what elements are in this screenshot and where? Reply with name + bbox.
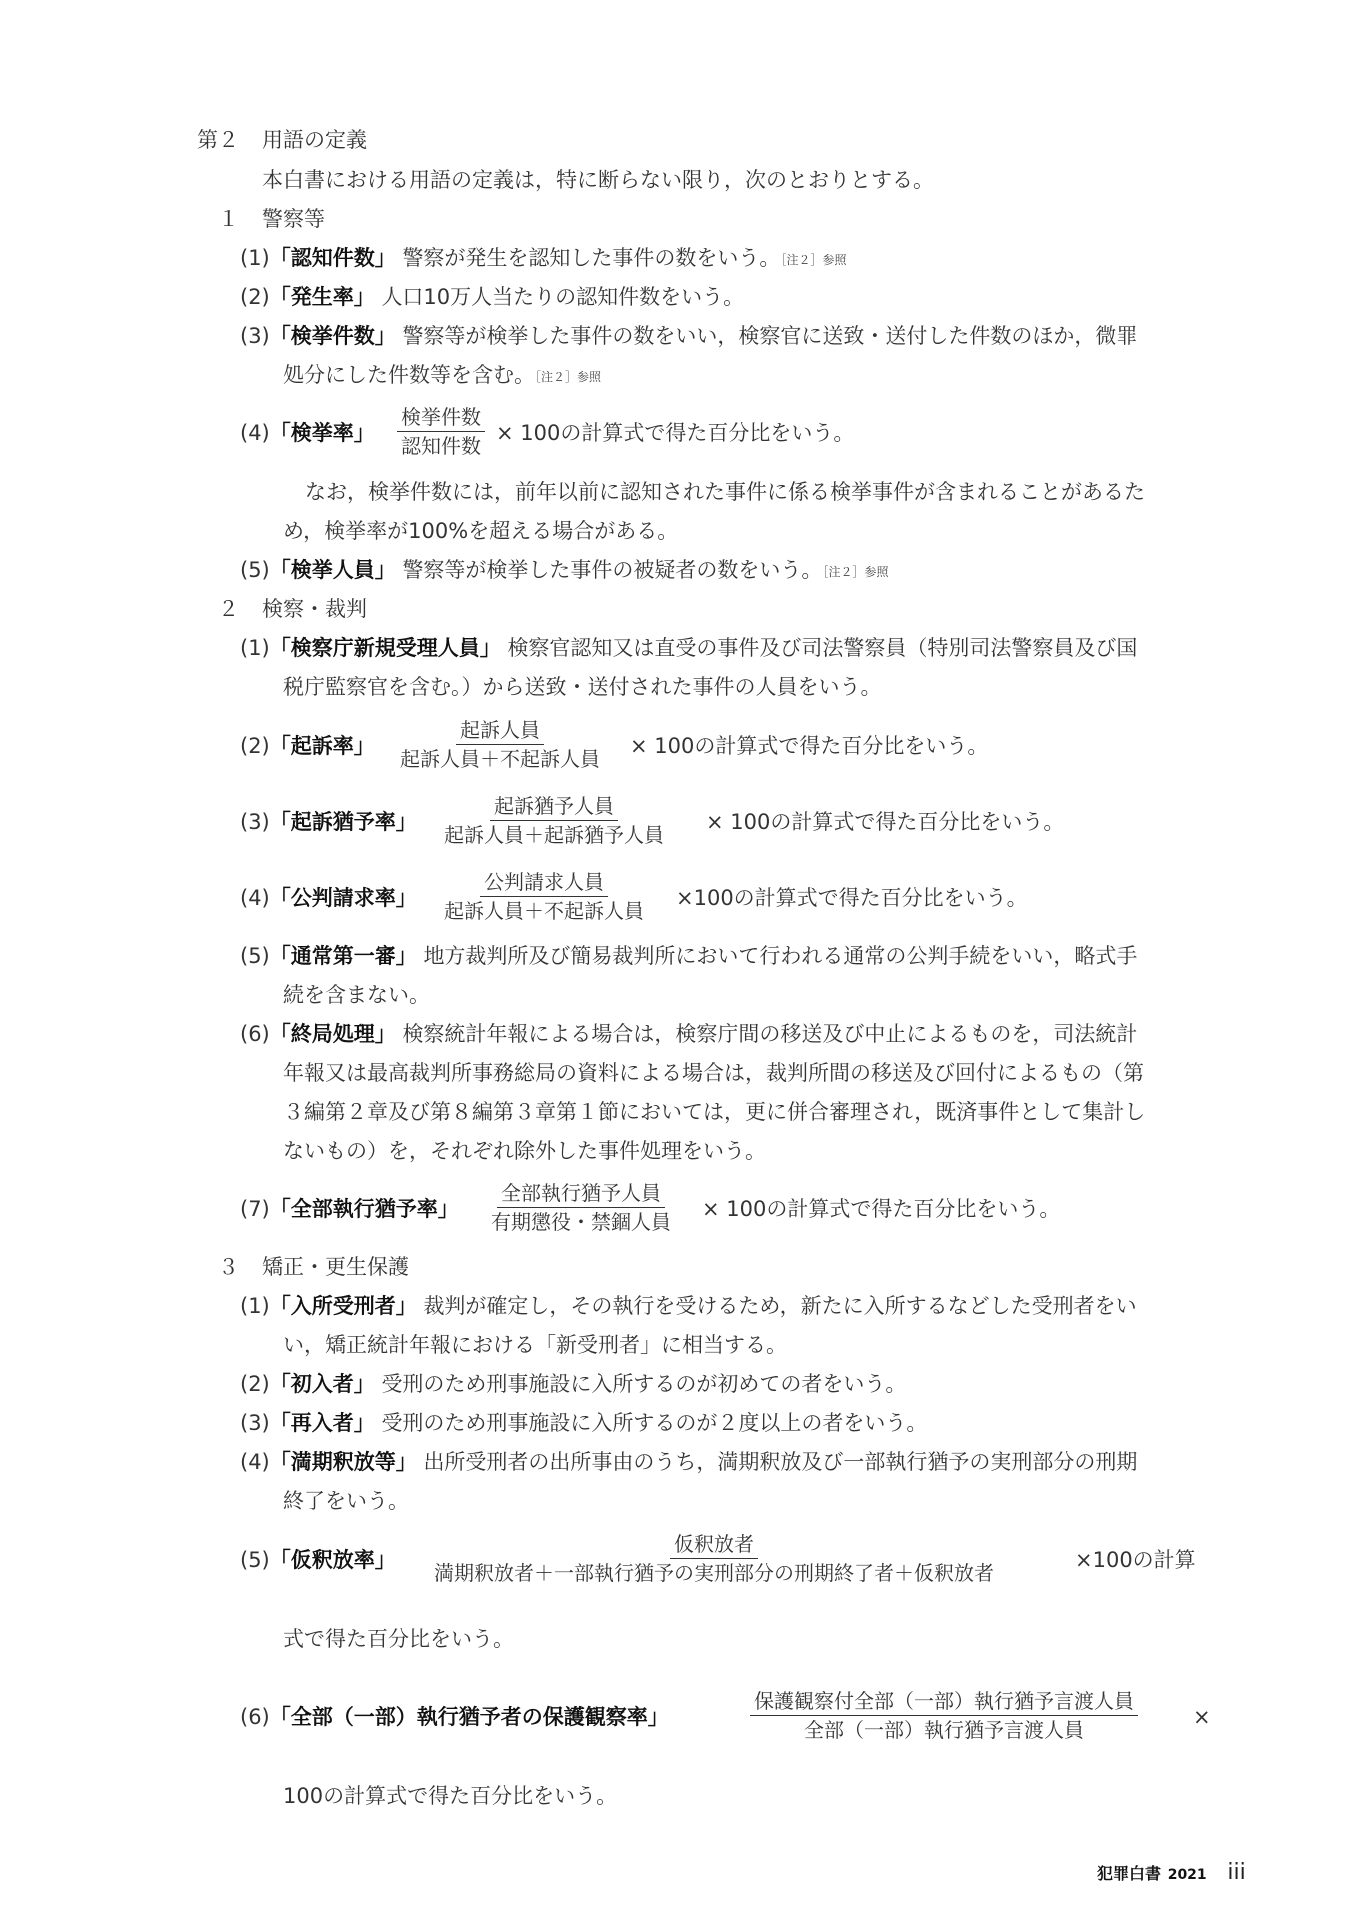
item-3-6 [240, 1707, 669, 1728]
denominator: 認知件数 [401, 434, 481, 458]
item-number: (5) [240, 558, 270, 582]
numerator: 起訴人員 [456, 720, 544, 745]
term: 「公判請求率」 [269, 886, 417, 910]
fraction-2-4 [440, 872, 648, 921]
category-2-title: 検察・裁判 [262, 597, 367, 621]
item-1-1 [240, 248, 846, 269]
term: 「発生率」 [269, 285, 375, 309]
fraction-2-3 [440, 796, 668, 845]
definition-line-1: 検察統計年報による場合は，検察庁間の移送及び中止によるものを，司法統計 [402, 1022, 1138, 1046]
section-label: 第２ [197, 128, 239, 152]
numerator: 全部執行猶予人員 [497, 1183, 665, 1208]
numerator: 起訴猶予人員 [490, 796, 618, 821]
definition: 受刑のため刑事施設に入所するのが初めての者をいう。 [381, 1372, 907, 1396]
definition-line-1: 地方裁判所及び簡易裁判所において行われる通常の公判手続をいい，略式手 [423, 944, 1138, 968]
fraction-3-6 [750, 1691, 1138, 1740]
item-number: (4) [240, 886, 270, 910]
definition-line-3: ３編第２章及び第８編第３章第１節においては，更に併合審理され，既済事件として集計し [283, 1100, 1146, 1124]
ref-note: ［注２］参照 [780, 253, 847, 267]
ref-note: ［注２］参照 [535, 370, 602, 384]
numerator: 仮釈放者 [670, 1534, 758, 1559]
numerator: 保護観察付全部（一部）執行猶予言渡人員 [750, 1691, 1138, 1716]
formula-text: ×100の計算式で得た百分比をいう。 [676, 886, 1028, 910]
term: 「検察庁新規受理人員」 [269, 636, 501, 660]
formula-text: × 100の計算式で得た百分比をいう。 [706, 810, 1065, 834]
footer [1097, 1862, 1246, 1884]
definition: 警察等が検挙した事件の被疑者の数をいう。 [402, 558, 823, 582]
definition-line-2: 税庁監察官を含む。）から送致・送付された事件の人員をいう。 [283, 675, 882, 699]
item-number: (5) [240, 1548, 270, 1572]
item-2-3 [240, 812, 417, 833]
ref-note: ［注２］参照 [822, 565, 889, 579]
definition: 人口10万人当たりの認知件数をいう。 [381, 285, 745, 309]
term: 「検挙人員」 [269, 558, 396, 582]
item-number: (2) [240, 285, 270, 309]
section-title: 用語の定義 [262, 128, 367, 152]
item-number: (3) [240, 810, 270, 834]
term: 「起訴率」 [269, 734, 375, 758]
definition-line-1: 出所受刑者の出所事由のうち，満期釈放及び一部執行猶予の実刑部分の刑期 [423, 1450, 1138, 1474]
book-year: 2021 [1167, 1867, 1207, 1883]
formula-continuation: 100の計算式で得た百分比をいう。 [283, 1784, 618, 1808]
item-number: (1) [240, 636, 270, 660]
item-number: (7) [240, 1197, 270, 1221]
item-2-2 [240, 736, 375, 757]
denominator: 起訴人員＋不起訴人員 [400, 747, 600, 771]
item-2-5 [240, 946, 1137, 967]
item-1-3 [240, 326, 1137, 347]
category-3-title: 矯正・更生保護 [262, 1255, 409, 1279]
book-title: 犯罪白書 [1097, 1864, 1162, 1883]
definition-line-2: 年報又は最高裁判所事務総局の資料による場合は，裁判所間の移送及び回付によるもの（第 [283, 1061, 1144, 1085]
term: 「満期釈放等」 [269, 1450, 417, 1474]
item-number: (6) [240, 1022, 270, 1046]
intro-text: 本白書における用語の定義は，特に断らない限り，次のとおりとする。 [262, 168, 934, 192]
term: 「検挙件数」 [269, 324, 396, 348]
item-1-3-cont [283, 365, 601, 386]
definition-line-2: い，矯正統計年報における「新受刑者」に相当する。 [283, 1333, 787, 1357]
denominator: 満期釈放者＋一部執行猶予の実刑部分の刑期終了者＋仮釈放者 [434, 1561, 994, 1585]
fraction-2-2 [396, 720, 604, 769]
definition-line-2: 終了をいう。 [283, 1489, 409, 1513]
item-number: (2) [240, 1372, 270, 1396]
formula-text: ×100の計算 [1075, 1548, 1196, 1572]
definition-line-2: 処分にした件数等を含む。 [283, 363, 535, 387]
term: 「検挙率」 [269, 421, 375, 445]
formula-text: × 100の計算式で得た百分比をいう。 [630, 734, 989, 758]
term: 「初入者」 [269, 1372, 375, 1396]
item-number: (3) [240, 1411, 270, 1435]
item-number: (1) [240, 1294, 270, 1318]
item-3-1 [240, 1296, 1137, 1317]
formula-text: × [1193, 1705, 1211, 1729]
formula-text: × 100の計算式で得た百分比をいう。 [702, 1197, 1061, 1221]
term: 「仮釈放率」 [269, 1548, 396, 1572]
item-1-4 [240, 423, 375, 444]
item-2-1 [240, 638, 1137, 659]
fraction-3-5 [430, 1534, 998, 1583]
term: 「全部（一部）執行猶予者の保護観察率」 [269, 1705, 669, 1729]
fraction-2-7 [487, 1183, 675, 1232]
item-2-4 [240, 888, 417, 909]
definition: 受刑のため刑事施設に入所するのが２度以上の者をいう。 [381, 1411, 928, 1435]
definition-line-4: ないもの）を，それぞれ除外した事件処理をいう。 [283, 1139, 766, 1163]
item-1-5 [240, 560, 888, 581]
definition-line-1: 検察官認知又は直受の事件及び司法警察員（特別司法警察員及び国 [507, 636, 1138, 660]
item-3-5 [240, 1550, 396, 1571]
definition-line-1: 警察等が検挙した事件の数をいい，検察官に送致・送付した件数のほか，微罪 [402, 324, 1138, 348]
category-1-title: 警察等 [262, 207, 325, 231]
term: 「入所受刑者」 [269, 1294, 417, 1318]
denominator: 有期懲役・禁錮人員 [491, 1210, 671, 1234]
term: 「再入者」 [269, 1411, 375, 1435]
formula-continuation: 式で得た百分比をいう。 [283, 1627, 514, 1651]
denominator: 起訴人員＋不起訴人員 [444, 899, 644, 923]
term: 「終局処理」 [269, 1022, 396, 1046]
term: 「通常第一審」 [269, 944, 417, 968]
item-1-2 [240, 287, 744, 308]
term: 「起訴猶予率」 [269, 810, 417, 834]
item-2-6 [240, 1024, 1137, 1045]
category-3-number: ３ [218, 1255, 239, 1279]
item-number: (5) [240, 944, 270, 968]
note-line-2: め，検挙率が100%を超える場合がある。 [283, 519, 679, 543]
note-line-1: なお，検挙件数には，前年以前に認知された事件に係る検挙事件が含まれることがあるた [305, 480, 1145, 504]
formula-text: × 100の計算式で得た百分比をいう。 [496, 421, 855, 445]
item-number: (4) [240, 1450, 270, 1474]
fraction-1-4 [397, 407, 485, 456]
category-2-number: ２ [218, 597, 239, 621]
item-number: (3) [240, 324, 270, 348]
item-3-2 [240, 1374, 906, 1395]
item-number: (4) [240, 421, 270, 445]
numerator: 公判請求人員 [480, 872, 608, 897]
definition: 警察が発生を認知した事件の数をいう。 [402, 246, 781, 270]
term: 「認知件数」 [269, 246, 396, 270]
item-number: (6) [240, 1705, 270, 1729]
definition-line-2: 続を含まない。 [283, 983, 430, 1007]
category-1-number: １ [218, 207, 239, 231]
denominator: 全部（一部）執行猶予言渡人員 [804, 1718, 1084, 1742]
denominator: 起訴人員＋起訴猶予人員 [444, 823, 664, 847]
item-2-7 [240, 1199, 459, 1220]
term: 「全部執行猶予率」 [269, 1197, 459, 1221]
item-number: (1) [240, 246, 270, 270]
item-number: (2) [240, 734, 270, 758]
numerator: 検挙件数 [397, 407, 485, 432]
page-number: iii [1227, 1860, 1246, 1885]
definition-line-1: 裁判が確定し，その執行を受けるため，新たに入所するなどした受刑者をい [423, 1294, 1137, 1318]
item-3-4 [240, 1452, 1137, 1473]
item-3-3 [240, 1413, 927, 1434]
